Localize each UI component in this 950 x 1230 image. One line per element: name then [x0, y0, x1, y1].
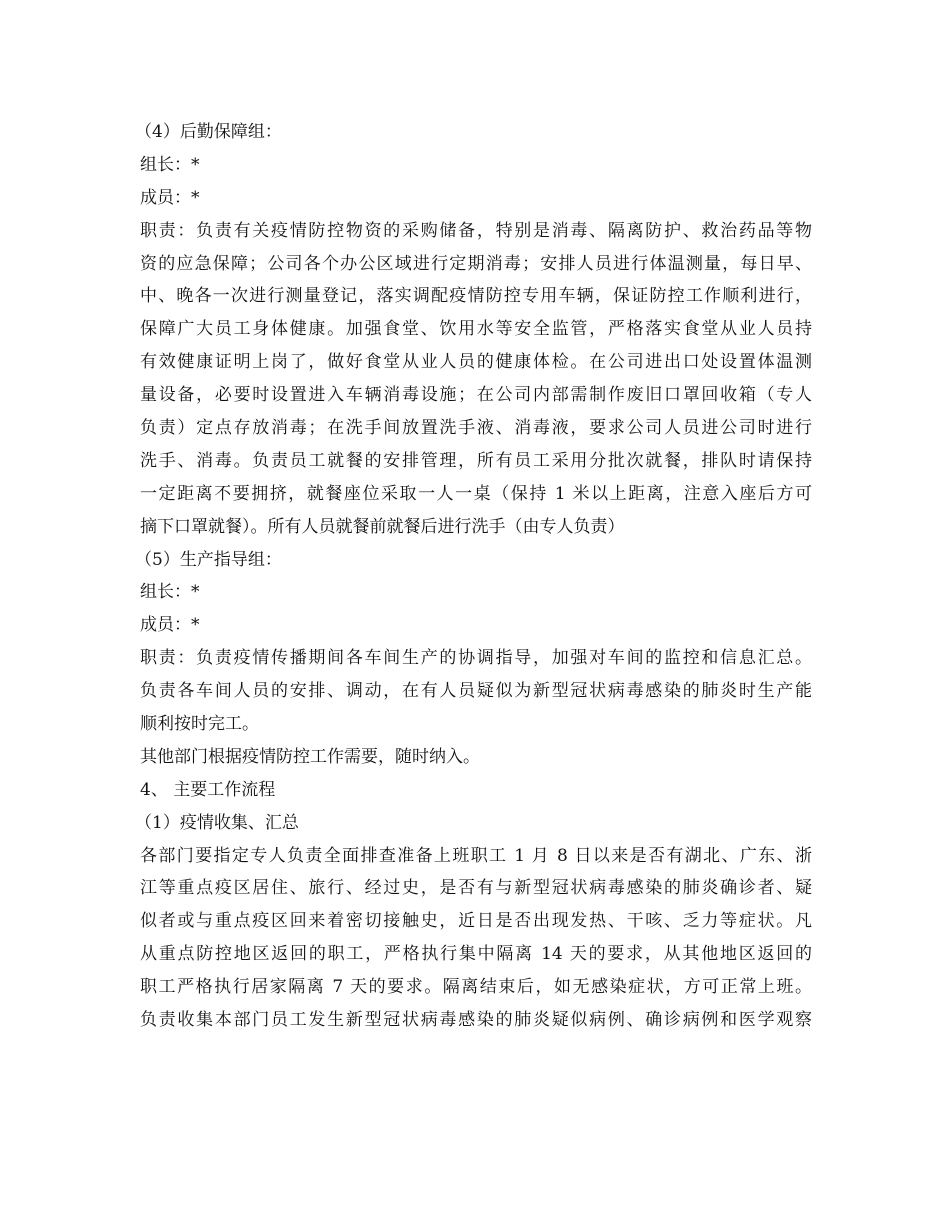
text-line-content: 组长：*	[140, 154, 200, 175]
text-line	[140, 905, 820, 938]
text-line	[140, 1004, 820, 1037]
text-line	[135, 116, 820, 149]
text-line-content: 洗手、消毒。负责员工就餐的安排管理，所有员工采用分批次就餐，排队时请保持	[140, 450, 812, 471]
text-line	[140, 576, 820, 609]
text-line	[140, 149, 820, 182]
text-line	[140, 511, 820, 544]
text-line	[140, 215, 820, 248]
text-line-content: 4、 主要工作流程	[140, 779, 276, 800]
text-line	[140, 741, 820, 774]
text-line-content: 顺利按时完工。	[140, 714, 259, 735]
text-line-content: 摘下口罩就餐）。所有人员就餐前就餐后进行洗手（由专人负责）	[140, 516, 625, 537]
text-line	[140, 248, 820, 281]
text-line-content: 量设备，必要时设置进入车辆消毒设施；在公司内部需制作废旧口罩回收箱（专人	[140, 385, 812, 406]
text-line	[140, 445, 820, 478]
text-line	[140, 708, 820, 741]
text-line	[140, 379, 820, 412]
text-line	[140, 872, 820, 905]
text-line-content: 从重点防控地区返回的职工，严格执行集中隔离 14 天的要求，从其他地区返回的	[140, 944, 812, 965]
text-line	[140, 774, 820, 807]
text-line-content: 江等重点疫区居住、旅行、经过史，是否有与新型冠状病毒感染的肺炎确诊者、疑	[140, 878, 812, 899]
text-line-content: 资的应急保障；公司各个办公区域进行定期消毒；安排人员进行体温测量，每日早、	[140, 253, 812, 274]
text-line-content: 保障广大员工身体健康。加强食堂、饮用水等安全监管，严格落实食堂从业人员持	[140, 319, 812, 340]
text-line	[140, 642, 820, 675]
text-line	[140, 609, 820, 642]
text-line-content: 成员：*	[140, 187, 200, 208]
text-line	[140, 346, 820, 379]
text-line	[135, 807, 820, 840]
text-line-content: （4）后勤保障组：	[135, 122, 282, 142]
text-line	[140, 971, 820, 1004]
text-line-content: 成员：*	[140, 615, 200, 636]
text-line-content: 有效健康证明上岗了，做好食堂从业人员的健康体检。在公司进出口处设置体温测	[140, 352, 812, 373]
text-line	[140, 182, 820, 215]
text-line-content: 组长：*	[140, 582, 200, 603]
text-line	[140, 412, 820, 445]
text-line-content: 各部门要指定专人负责全面排查准备上班职工 1 月 8 日以来是否有湖北、广东、浙	[140, 845, 812, 866]
text-line-content: 负责）定点存放消毒；在洗手间放置洗手液、消毒液，要求公司人员进公司时进行	[140, 418, 812, 439]
text-line-content: 负责收集本部门员工发生新型冠状病毒感染的肺炎疑似病例、确诊病例和医学观察	[140, 1010, 812, 1031]
text-line	[140, 313, 820, 346]
text-line-content: 其他部门根据疫情防控工作需要，随时纳入。	[140, 746, 480, 767]
text-line	[140, 840, 820, 873]
document-body	[135, 116, 820, 1037]
text-line-content: 似者或与重点疫区回来着密切接触史，近日是否出现发热、干咳、乏力等症状。凡	[140, 911, 812, 932]
text-line	[140, 938, 820, 971]
text-line-content: 职工严格执行居家隔离 7 天的要求。隔离结束后，如无感染症状，方可正常上班。	[140, 977, 812, 998]
text-line	[140, 280, 820, 313]
text-line-content: 负责各车间人员的安排、调动，在有人员疑似为新型冠状病毒感染的肺炎时生产能	[140, 681, 812, 702]
text-line-content: 一定距离不要拥挤，就餐座位采取一人一桌（保持 1 米以上距离，注意入座后方可	[140, 483, 812, 504]
text-line-content: （5）生产指导组：	[135, 549, 282, 570]
text-line	[135, 544, 820, 577]
text-line-content: （1）疫情收集、汇总	[135, 812, 299, 833]
text-line	[140, 675, 820, 708]
text-line-content: 职责：负责有关疫情防控物资的采购储备，特别是消毒、隔离防护、救治药品等物	[140, 220, 812, 241]
text-line-content: 职责：负责疫情传播期间各车间生产的协调指导，加强对车间的监控和信息汇总。	[140, 648, 812, 669]
text-line-content: 中、晚各一次进行测量登记，落实调配疫情防控专用车辆，保证防控工作顺利进行，	[140, 286, 812, 307]
text-line	[140, 478, 820, 511]
